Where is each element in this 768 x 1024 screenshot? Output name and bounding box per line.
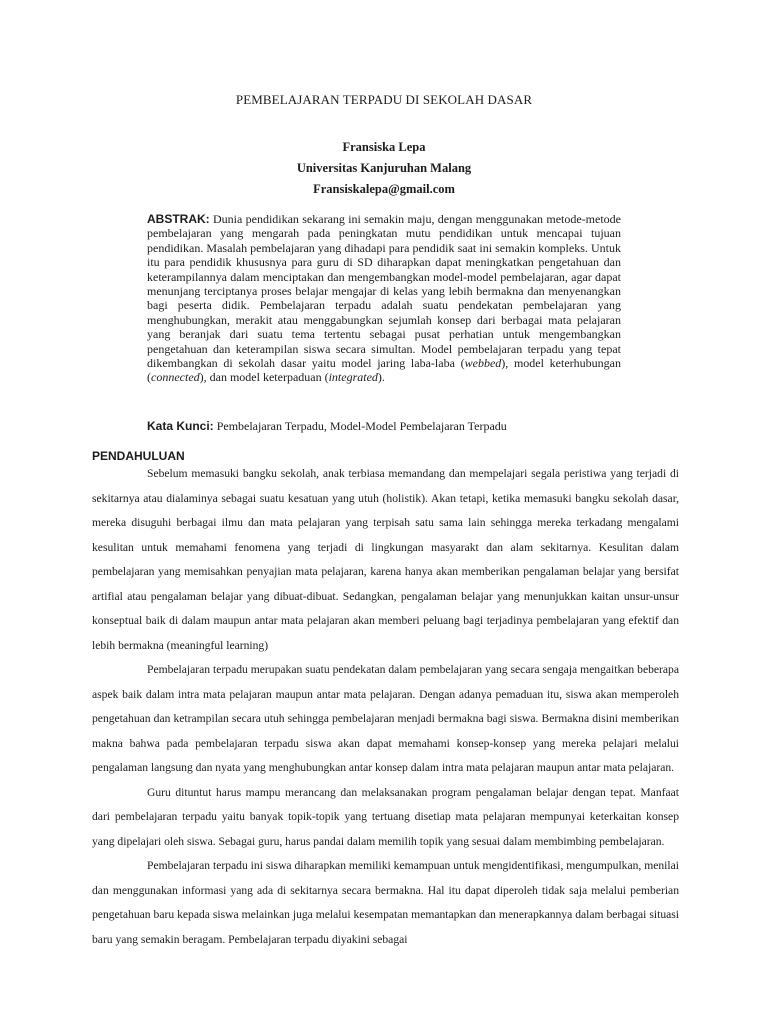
author-affiliation: Universitas Kanjuruhan Malang bbox=[296, 161, 472, 175]
abstract-text-1: Dunia pendidikan sekarang ini semakin maju, dengan menggunakan metode-metode pembelajaran yang mengarah pada peningkatan mutu pendidikan untuk mencapai tujuan pendidikan. Masalah pembelajaran yang dihadapi para pendidik saat ini semakin kompleks. Untuk itu para pendidik khususnya para guru di SD diharapkan dapat meningkatkan pengetahuan dan keterampilannya dalam menciptakan dan mengembangkan model-model pembelajaran, agar dapat menunjang terciptanya proses belajar mengajar di kelas yang lebih bermakna dan menyenangkan bagi peserta didik. Pembelajaran terpadu adalah suatu pendekatan pembelajaran yang menghubungkan, merakit atau menggabungkan sejumlah konsep dari berbagai mata pelajaran yang beranjak dari suatu tema tertentu sebagai pusat perhatian untuk mengembangkan pengetahuan dan keterampilan siswa secara simultan. Model pembelajaran terpadu yang tepat dikembangkan di sekolah dasar yaitu model jaring laba-laba ( bbox=[147, 212, 621, 371]
author-email: Fransiskalepa@gmail.com bbox=[313, 182, 455, 196]
abstract-text-2: ), model keterhubungan ( bbox=[147, 356, 621, 385]
keywords-text: Pembelajaran Terpadu, Model-Model Pembelajaran Terpadu bbox=[213, 419, 507, 433]
keywords bbox=[147, 419, 621, 434]
abstract-term-webbed: webbed bbox=[464, 356, 502, 371]
paragraph: Sebelum memasuki bangku sekolah, anak terbiasa memandang dan mempelajari segala peristiwa yang terjadi di sekitarnya atau dialaminya sebagai suatu kesatuan yang utuh (holistik). Akan tetapi, ketika memasuki bangku sekolah dasar, mereka disuguhi berbagai ilmu dan mata pelajaran yang terpisah satu sama lain sehingga mereka terkadang mengalami kesulitan untuk memahami fenomena yang terjadi di lingkungan masyarakt dan alam sekitarnya. Kesulitan dalam pembelajaran yang memisahkan penyajian mata pelajaran, karena hanya akan memberikan pengalaman belajar yang bersifat artifial atau pengalaman belajar yang dibuat-dibuat. Sedangkan, pengalaman belajar yang menunjukkan kaitan unsur-unsur konseptual baik di dalam maupun antar mata pelajaran akan memberi peluang bagi terjadinya pembelajaran yang efektif dan lebih bermakna (meaningful learning) bbox=[92, 467, 679, 652]
abstract-text-4: ). bbox=[377, 370, 385, 385]
section-heading-introduction: PENDAHULUAN bbox=[92, 449, 185, 463]
paragraph: Guru dituntut harus mampu merancang dan melaksanakan program pengalaman belajar dengan tepat. Manfaat dari pembelajaran terpadu yaitu banyak topik-topik yang tertuang disetiap mata pelajaran mempunyai keterkaitan konsep yang dipelajari oleh siswa. Sebagai guru, harus pandai dalam memilih topik yang sesuai dalam membimbing pembelajaran. bbox=[92, 785, 679, 848]
paragraph: Pembelajaran terpadu ini siswa diharapkan memiliki kemampuan untuk mengidentifikasi, mengumpulkan, menilai dan menggunakan informasi yang ada di sekitarnya secara bermakna. Hal itu dapat diperoleh tidak saja melalui pemberian pengetahuan baru kepada siswa melainkan juga melalui kesempatan memantapkan dan menerapkannya dalam berbagai situasi baru yang semakin beragam. Pembelajaran terpadu diyakini sebagai bbox=[92, 859, 679, 946]
abstract bbox=[147, 212, 621, 385]
paper-title: PEMBELAJARAN TERPADU DI SEKOLAH DASAR bbox=[235, 92, 533, 107]
abstract-term-connected: connected bbox=[151, 370, 200, 385]
keywords-label: Kata Kunci: bbox=[147, 419, 214, 433]
abstract-label: ABSTRAK: bbox=[147, 212, 210, 226]
abstract-term-integrated: integrated bbox=[328, 370, 378, 385]
paragraph: Pembelajaran terpadu merupakan suatu pendekatan dalam pembelajaran yang secara sengaja mengaitkan beberapa aspek baik dalam intra mata pelajaran maupun antar mata pelajaran. Dengan adanya pemaduan itu, siswa akan memperoleh pengetahuan dan ketrampilan secara utuh sehingga pembelajaran menjadi bermakna bagi siswa. Bermakna disini memberikan makna bahwa pada pembelajaran terpadu siswa akan dapat memahami konsep-konsep yang mereka pelajari melalui pengalaman langsung dan nyata yang menghubungkan antar konsep dalam intra mata pelajaran maupun antar mata pelajaran. bbox=[92, 663, 679, 774]
author-block bbox=[0, 137, 768, 200]
author-name: Fransiska Lepa bbox=[342, 140, 426, 154]
introduction-body bbox=[92, 462, 679, 952]
abstract-text-3: ), dan model keterpaduan ( bbox=[199, 370, 329, 385]
